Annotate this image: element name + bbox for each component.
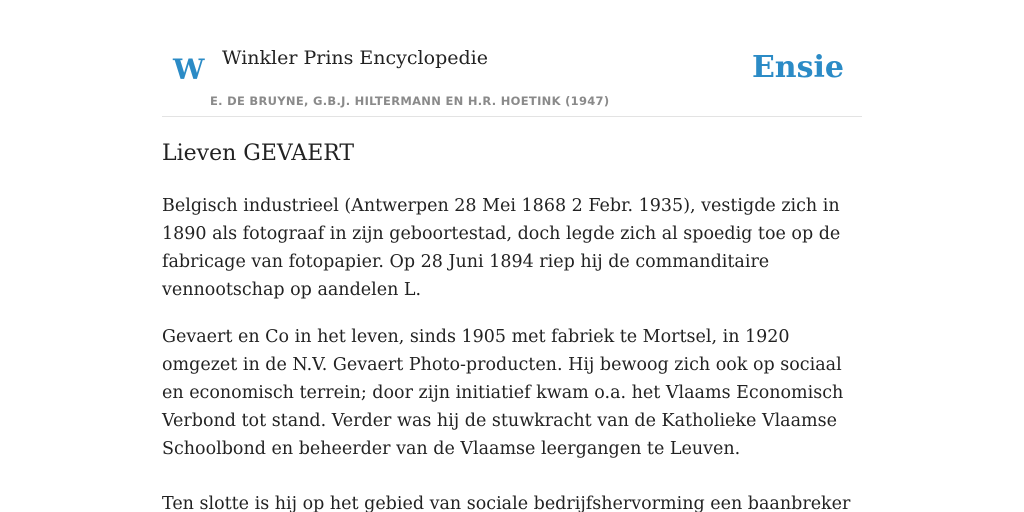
source-title-link[interactable]: Winkler Prins Encyclopedie xyxy=(222,47,488,69)
article-title: Lieven GEVAERT xyxy=(162,141,355,166)
page-container xyxy=(162,0,862,512)
article-paragraph-1: Belgisch industrieel (Antwerpen 28 Mei 1868 2 Febr. 1935), vestigde zich in 1890 als fotograaf in zijn geboortestad, doch legde zich al spoedig toe op de fabricage van fotopapier. Op 28 Juni 1894 riep hij de commanditaire vennootschap op aandelen L. xyxy=(162,196,841,300)
ensie-logo[interactable]: Ensie xyxy=(751,50,844,85)
source-header xyxy=(162,0,862,117)
article-paragraph-2: Gevaert en Co in het leven, sinds 1905 met fabriek te Mortsel, in 1920 omgezet in de N.V. Gevaert Photo-producten. Hij bewoog zich ook op sociaal en economisch terrein; door zijn initiatief kwam o.a. het Vlaams Economisch Verbond tot stand. Verder was hij de stuwkracht van de Katholieke Vlaamse Schoolbond en beheerder van de Vlaamse leergangen te Leuven. xyxy=(162,327,844,459)
source-authors: E. DE BRUYNE, G.B.J. HILTERMANN EN H.R. HOETINK (1947) xyxy=(210,94,610,108)
article-paragraph-3: Ten slotte is hij op het gebied van sociale bedrijfshervorming een baanbreker xyxy=(162,494,851,512)
source-logo[interactable]: W xyxy=(173,53,205,86)
